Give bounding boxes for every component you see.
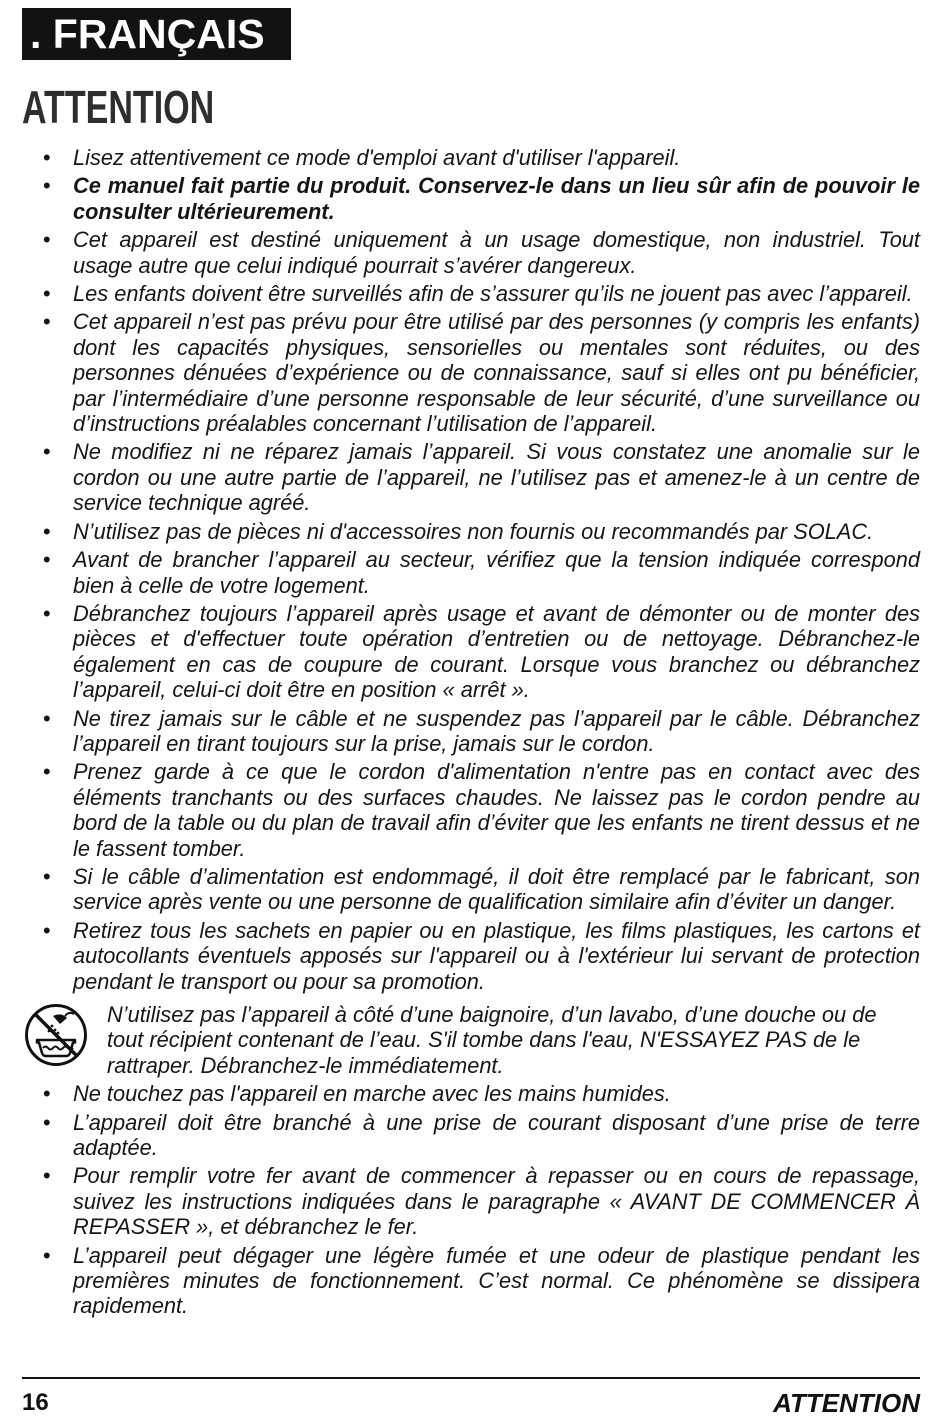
no-bath-shower-water-icon xyxy=(24,1003,88,1067)
warning-item xyxy=(0,227,920,278)
text-line: N’utilisez pas l’appareil à côté d’une baignoire, d’un lavabo, d’une douche ou de xyxy=(107,1002,877,1027)
warning-item xyxy=(0,439,920,515)
bullet-marker: • xyxy=(43,281,51,307)
item-text xyxy=(73,227,920,278)
bullet-marker: • xyxy=(43,759,51,785)
text-line: bien à celle de votre logement. xyxy=(73,572,370,598)
warning-list xyxy=(0,145,950,1319)
water-warning-item xyxy=(0,1002,907,1078)
text-line: L’appareil peut dégager une légère fumée et une odeur de plastique pendant les xyxy=(73,1242,920,1268)
text-line: personnes dénuées d’expérience ou de connaissance, sauf si elles ont pu bénéficier, xyxy=(73,360,920,386)
item-text xyxy=(73,864,920,915)
item-text xyxy=(73,1243,920,1319)
text-line: Prenez garde à ce que le cordon d'alimentation n'entre pas en contact avec des xyxy=(73,759,920,785)
text-line: également en cas de coupure de courant. Lorsque vous branchez ou débranchez xyxy=(73,651,920,677)
language-tab xyxy=(22,8,291,60)
text-line: d’instructions préalables concernant l’utilisation de l’appareil. xyxy=(73,411,658,437)
item-text xyxy=(73,918,920,994)
item-text xyxy=(73,439,920,515)
page-number: 16 xyxy=(22,1389,49,1416)
item-text xyxy=(73,1081,920,1106)
bullet-marker: • xyxy=(43,547,51,573)
bullet-marker: • xyxy=(43,600,51,626)
bullet-marker: • xyxy=(43,309,51,335)
warning-item xyxy=(0,1163,920,1239)
footer-section-title: ATTENTION xyxy=(773,1388,920,1418)
text-line: adaptée. xyxy=(73,1135,158,1161)
text-line: autocollants éventuels apposés sur l'appareil ou à l'extérieur lui servant de protection xyxy=(73,943,920,969)
text-line: REPASSER », et débranchez le fer. xyxy=(73,1214,419,1240)
bullet-marker: • xyxy=(43,145,51,170)
item-text xyxy=(73,173,920,224)
text-line: Retirez tous les sachets en papier ou en plastique, les films plastiques, les cartons et xyxy=(73,917,920,943)
text-line: Débranchez toujours l’appareil après usage et avant de démonter ou de monter des xyxy=(73,600,920,626)
text-line: pendant le transport ou pour sa promotion. xyxy=(73,968,485,994)
bullet-marker: • xyxy=(43,439,51,465)
language-label: . FRANÇAIS xyxy=(30,11,265,57)
bullet-marker: • xyxy=(43,1163,51,1189)
text-line: consulter ultérieurement. xyxy=(73,198,335,224)
warning-item xyxy=(0,601,920,703)
warning-item xyxy=(0,864,920,915)
text-line: Ne modifiez ni ne réparez jamais l’appareil. Si vous constatez une anomalie sur le xyxy=(73,439,920,465)
text-line: par l’intermédiaire d’une personne responsable de leur sécurité, d’une surveillance ou xyxy=(73,385,920,411)
text-line: pièces et d'effectuer toute opération d’entretien ou de nettoyage. Débranchez-le xyxy=(73,626,920,652)
text-line: Lisez attentivement ce mode d'emploi avant d'utiliser l'appareil. xyxy=(73,145,681,170)
text-line: service après vente ou une personne de qualification similaire afin d’éviter un danger. xyxy=(73,889,897,915)
text-line: Les enfants doivent être surveillés afin de s’assurer qu’ils ne jouent pas avec l’appareil. xyxy=(73,281,913,307)
warning-item xyxy=(0,309,920,436)
warning-item xyxy=(0,281,920,306)
text-line: l’appareil, celui-ci doit être en position « arrêt ». xyxy=(73,677,530,703)
warning-item xyxy=(0,547,920,598)
warning-item xyxy=(0,759,920,861)
text-line: premières minutes de fonctionnement. C’est normal. Ce phénomène se dissipera xyxy=(73,1268,920,1294)
item-text xyxy=(73,281,920,306)
bullet-marker: • xyxy=(43,917,51,943)
text-line: bord de la table ou du plan de travail afin d’éviter que les enfants ne tirent dessus et ne xyxy=(73,810,920,836)
warning-item xyxy=(0,706,920,757)
text-line: tout récipient contenant de l’eau. S'il tombe dans l'eau, N'ESSAYEZ PAS de le xyxy=(107,1027,861,1053)
text-line: suivez les instructions indiquées dans le paragraphe « AVANT DE COMMENCER À xyxy=(73,1188,920,1214)
text-line: Avant de brancher l’appareil au secteur, vérifiez que la tension indiquée correspond xyxy=(73,547,920,573)
warning-item xyxy=(0,918,920,994)
text-line: éléments tranchants ou des surfaces chaudes. Ne laissez pas le cordon pendre au xyxy=(73,784,920,810)
warning-item xyxy=(0,145,920,170)
text-line: Cet appareil est destiné uniquement à un usage domestique, non industriel. Tout xyxy=(73,227,920,253)
warning-item xyxy=(0,1081,920,1106)
item-text xyxy=(73,1163,920,1239)
item-text xyxy=(73,519,920,544)
warning-item xyxy=(0,1243,920,1319)
text-line: Pour remplir votre fer avant de commencer à repasser ou en cours de repassage, xyxy=(73,1163,920,1189)
bullet-marker: • xyxy=(43,863,51,889)
text-line: N’utilisez pas de pièces ni d'accessoires non fournis ou recommandés par SOLAC. xyxy=(73,518,874,544)
text-line: service technique agréé. xyxy=(73,490,311,516)
item-text xyxy=(107,1002,907,1078)
text-line: Ne touchez pas l'appareil en marche avec les mains humides. xyxy=(73,1081,671,1107)
text-line: cordon ou une autre partie de l’appareil, ne l’utilisez pas et amenez-le à un centre de xyxy=(73,464,920,490)
item-text xyxy=(73,601,920,703)
item-text xyxy=(73,1110,920,1161)
text-line: Ne tirez jamais sur le câble et ne suspendez pas l’appareil par le câble. Débranchez xyxy=(73,705,920,731)
text-line: rapidement. xyxy=(73,1293,189,1319)
page-title: ATTENTION xyxy=(22,81,215,133)
text-line: rattraper. Débranchez-le immédiatement. xyxy=(107,1052,504,1078)
bullet-marker: • xyxy=(43,1081,51,1107)
bullet-marker: • xyxy=(43,173,51,199)
footer-rule xyxy=(22,1377,920,1379)
text-line: Cet appareil n’est pas prévu pour être utilisé par des personnes (y compris les enfants) xyxy=(73,309,920,335)
bullet-marker: • xyxy=(43,1242,51,1268)
text-line: Ce manuel fait partie du produit. Conservez-le dans un lieu sûr afin de pouvoir le xyxy=(73,173,920,199)
text-line: usage autre que celui indiqué pourrait s’avérer dangereux. xyxy=(73,252,637,278)
warning-item xyxy=(0,173,920,224)
item-text xyxy=(73,706,920,757)
item-text xyxy=(73,547,920,598)
text-line: le fassent tomber. xyxy=(73,835,246,861)
warning-item xyxy=(0,519,920,544)
text-line: dont les capacités physiques, sensorielles ou mentales sont réduites, ou des xyxy=(73,334,920,360)
bullet-marker: • xyxy=(43,705,51,731)
item-text xyxy=(73,759,920,861)
item-text xyxy=(73,309,920,436)
warning-item xyxy=(0,1110,920,1161)
text-line: L’appareil doit être branché à une prise de courant disposant d’une prise de terre xyxy=(73,1109,920,1135)
bullet-marker: • xyxy=(43,518,51,544)
text-line: Si le câble d’alimentation est endommagé, il doit être remplacé par le fabricant, son xyxy=(73,863,920,889)
bullet-marker: • xyxy=(43,227,51,253)
item-text xyxy=(73,145,920,170)
text-line: l’appareil en tirant toujours sur la prise, jamais sur le cordon. xyxy=(73,730,655,756)
bullet-marker: • xyxy=(43,1109,51,1135)
